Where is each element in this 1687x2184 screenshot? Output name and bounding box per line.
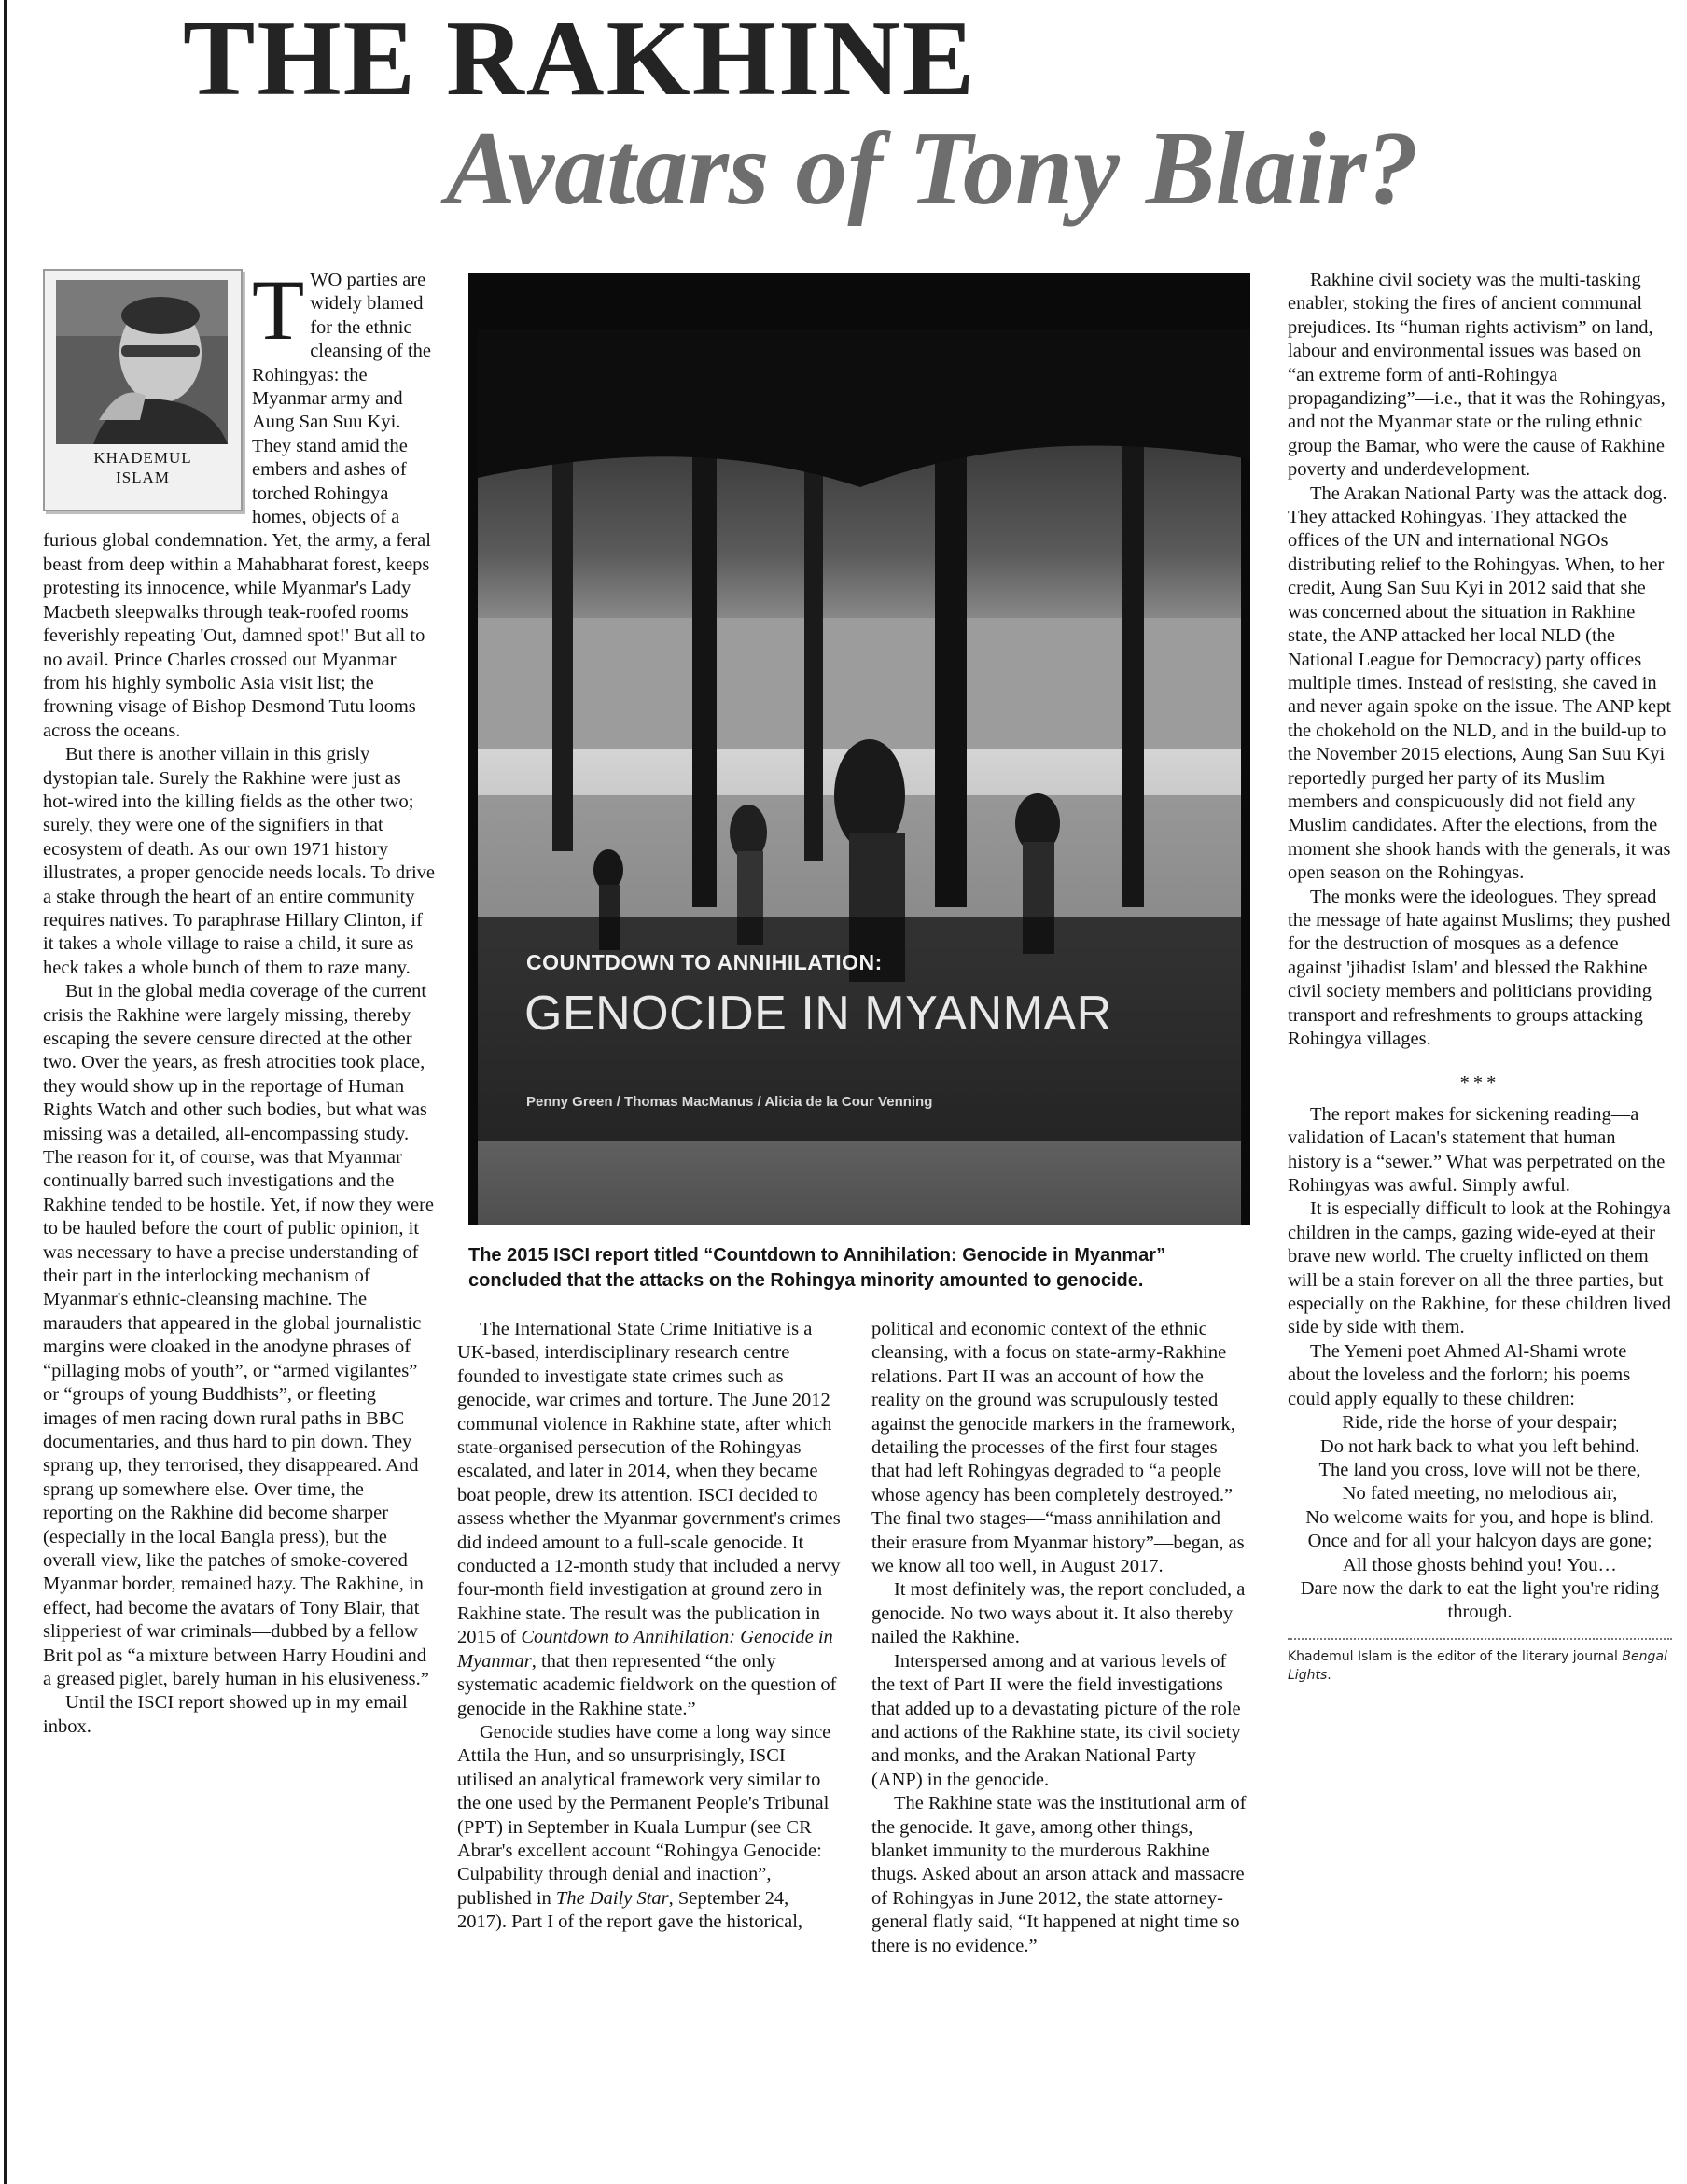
paragraph: Rakhine civil society was the multi-tasking enabler, stoking the fires of ancient communal prejudices. Its “human rights activism” on land, labour and environmental issues was based on “an extreme form of anti-Rohingya propagandizing”—i.e., that it was the Rohingyas, and not the Myanmar state or the ruling ethnic group the Bamar, who were the cause of Rakhine poverty and underdevelopment. <box>1288 270 1666 481</box>
newspaper-title: The Daily Star <box>555 1887 669 1909</box>
page-left-rule <box>4 0 7 2184</box>
paragraph: Until the ISCI report showed up in my email inbox. <box>43 1692 408 1737</box>
poem-line: Once and for all your halcyon days are gone; <box>1307 1531 1652 1552</box>
author-name-line1: KHADEMUL <box>93 449 192 467</box>
paragraph: WO parties are widely blamed for the ethnic cleansing of the Rohingyas: the Myanmar army and Aung San Suu Kyi. They stand amid the embers and ashes of torched Rohingya homes, objects of a furious global condemnation. Yet, the army, a feral beast from deep within a Mahabharat forest, keeps protesting its innocence, while Myanmar's Lady Macbeth sleepwalks through teak-roofed rooms feverishly repeating 'Out, damned spot!' But all to no avail. Prince Charles crossed out Myanmar from his highly symbolic Asia visit list; the frowning visage of Bishop Desmond Tutu looms across the oceans. <box>43 270 431 741</box>
author-portrait <box>43 269 243 511</box>
drop-cap: T <box>252 262 305 357</box>
paragraph: The report makes for sickening reading—a validation of Lacan's statement that human history is a “sewer.” What was perpetrated on the Rohingyas was awful. Simply awful. <box>1288 1103 1666 1197</box>
author-bio-divider <box>1288 1638 1672 1685</box>
paragraph: political and economic context of the ethnic cleansing, with a focus on state-army-Rakhine relations. Part II was an account of how the reality on the ground was scrupulously tested against the genocide markers in the framework, detailing the processes of the first four stages that had left Rohingyas degraded to “a people whose agency has been completely destroyed.” The final two stages—“mass annihilation and their erasure from Myanmar history”—began, as we know all too well, in August 2017. <box>871 1319 1245 1577</box>
headline-main: THE RAKHINE <box>183 0 977 119</box>
paragraph <box>457 1318 842 1721</box>
poem-line: All those ghosts behind you! You… <box>1343 1554 1617 1575</box>
poem-line: No fated meeting, no melodious air, <box>1342 1483 1618 1505</box>
paragraph: The monks were the ideologues. They spread the message of hate against Muslims; they pushed for the destruction of mosques as a defence against 'jihadist Islam' and blessed the Rakhine civil society members and politicians providing transport and refreshments to groups attacking Rohingya villages. <box>1288 886 1671 1049</box>
author-photo-icon <box>56 280 228 444</box>
paragraph-text: , September 24, 2017). Part I of the report gave the historical, <box>457 1887 803 1933</box>
poem-line: Dare now the dark to eat the light you're riding through. <box>1300 1577 1660 1623</box>
author-bio <box>1288 1647 1672 1685</box>
poem-line: Do not hark back to what you left behind. <box>1319 1435 1640 1457</box>
report-cover-image <box>468 273 1250 1225</box>
poem <box>1288 1411 1672 1625</box>
cover-photo-icon <box>468 273 1250 1225</box>
paragraph: It most definitely was, the report concluded, a genocide. No two ways about it. It also thereby nailed the Rakhine. <box>871 1579 1246 1648</box>
article-column-4 <box>1288 269 1672 1685</box>
poem-line: The land you cross, love will not be there, <box>1318 1459 1641 1480</box>
cover-subtitle: COUNTDOWN TO ANNIHILATION: <box>526 950 883 974</box>
paragraph-text: The International State Crime Initiative is a UK-based, interdisciplinary research centre founded to investigate state crimes such as genocide, war crimes and torture. The June 2012 communal violence in Rakhine state, after which state-organised persecution of the Rohingyas escalated, and later in 2014, when they became boat people, drew its attention. ISCI decided to assess whether the Myanmar government's crimes did indeed amount to a full-scale genocide. It conducted a 12-month study that included a nervy four-month field investigation at ground zero in Rakhine state. The result was the publication in 2015 of <box>457 1319 841 1648</box>
paragraph: The Rakhine state was the institutional arm of the genocide. It gave, among other things, blanket immunity to the murderous Rakhine thugs. Asked about an arson attack and massacre of Rohingyas in June 2012, the state attorney-general flatly said, “It happened at night time so there is no evidence.” <box>871 1793 1247 1956</box>
article-column-3 <box>871 1318 1250 1958</box>
paragraph: The Arakan National Party was the attack dog. They attacked Rohingyas. They attacked the offices of the UN and international NGOs distributing relief to the Rohingyas. When, to her credit, Aung San Suu Kyi in 2012 said that she was concerned about the situation in Rakhine state, the ANP attacked her local NLD (the National League for Democracy) party offices multiple times. Instead of resisting, she caved in and never again spoke on the issue. The ANP kept the chokehold on the NLD, and in the build-up to the November 2015 elections, Aung San Suu Kyi reportedly purged her party of its Muslim members and conspicuously did not field any Muslim candidates. After the elections, from the moment she shook hands with the generals, it was open season on the Rohingyas. <box>1288 483 1672 884</box>
article-column-2 <box>457 1318 842 1935</box>
paragraph-text: Genocide studies have come a long way since Attila the Hun, and so unsurprisingly, ISCI utilised an analytical framework very similar to the one used by the Permanent People's Tribunal (PPT) in September in Kuala Lumpur (see CR Abrar's excellent account “Rohingya Genocide: Culpability through denial and inaction”, published in <box>457 1721 831 1909</box>
poem-line: No welcome waits for you, and hope is blind. <box>1305 1506 1654 1528</box>
paragraph: The Yemeni poet Ahmed Al-Shami wrote about the loveless and the forlorn; his poems could apply equally to these children: <box>1288 1340 1631 1409</box>
article-column-1 <box>43 262 436 1739</box>
paragraph <box>457 1721 842 1935</box>
poem-line: Ride, ride the horse of your despair; <box>1342 1412 1618 1434</box>
paragraph: Interspersed among and at various levels of the text of Part II were the field investigations that added up to a devastating picture of the role and actions of the Rakhine state, its civil society and monks, and the Arakan National Party (ANP) in the genocide. <box>871 1650 1241 1790</box>
book-title: Countdown to Annihilation: Genocide in Myanmar <box>457 1627 833 1672</box>
bio-text: Khademul Islam is the editor of the literary journal <box>1288 1648 1623 1664</box>
cover-authors: Penny Green / Thomas MacManus / Alicia de la Cour Venning <box>526 1094 933 1110</box>
author-name-line2: ISLAM <box>116 469 170 486</box>
paragraph-text: , that then represented “the only systematic academic fieldwork on the question of genocide in the Rakhine state.” <box>457 1650 837 1719</box>
paragraph: It is especially difficult to look at the Rohingya children in the camps, gazing wide-eyed at their brave new world. The cruelty inflicted on them will be a stain forever on all the three parties, but especially on the Rakhine, for these children lived side by side with them. <box>1288 1198 1672 1338</box>
bio-text: . <box>1327 1667 1331 1683</box>
image-caption: The 2015 ISCI report titled “Countdown to Annihilation: Genocide in Myanmar” concluded that the attacks on the Rohingya minority amounted to genocide. <box>468 1245 1166 1291</box>
section-separator: *** <box>1459 1072 1500 1094</box>
paragraph: But there is another villain in this grisly dystopian tale. Surely the Rakhine were just as hot-wired into the killing fields as the other two; surely, they were one of the signifiers in that ecosystem of death. As our own 1971 history illustrates, a proper genocide needs locals. To drive a stake through the heart of an entire community requires natives. To paraphrase Hillary Clinton, if it takes a whole village to raise a child, it sure as heck takes a whole bunch of them to raze many. <box>43 744 436 978</box>
headline-sub: Avatars of Tony Blair? <box>446 111 1419 227</box>
cover-title: GENOCIDE IN MYANMAR <box>524 987 1112 1041</box>
bio-journal: Bengal Lights <box>1288 1648 1667 1683</box>
paragraph: But in the global media coverage of the current crisis the Rakhine were largely missing, thereby escaping the severe censure directed at the other two. Over the years, as fresh atrocities took place, they would show up in the reportage of Human Rights Watch and other such bodies, but what was missing was a detailed, all-encompassing study. The reason for it, of course, was that Myanmar continually barred such investigations and the Rakhine tended to be hostile. Yet, if now they were to be hauled before the court of public opinion, it was necessary to have a precise understanding of their part in the interlocking mechanism of Myanmar's ethnic-cleansing machine. The marauders that appeared in the global journalistic margins were cloaked in the anodyne phrases of “pillaging mobs of youth”, or “armed vigilantes” or “groups of young Buddhists”, or fleeting images of men racing down rural paths in BBC documentaries, and thus hard to pin down. They sprang up, they terrorised, they disappeared. And sprang up somewhere else. Over time, the reporting on the Rakhine did become sharper (especially in the local Bangla press), but the overall view, like the patches of smoke-covered Myanmar border, remained hazy. The Rakhine, in effect, had become the avatars of Tony Blair, that slipperiest of war criminals—dubbed by a fellow Brit pol as “a mixture between Harry Houdini and a greased piglet, barely human in his elusiveness.” <box>43 981 435 1689</box>
